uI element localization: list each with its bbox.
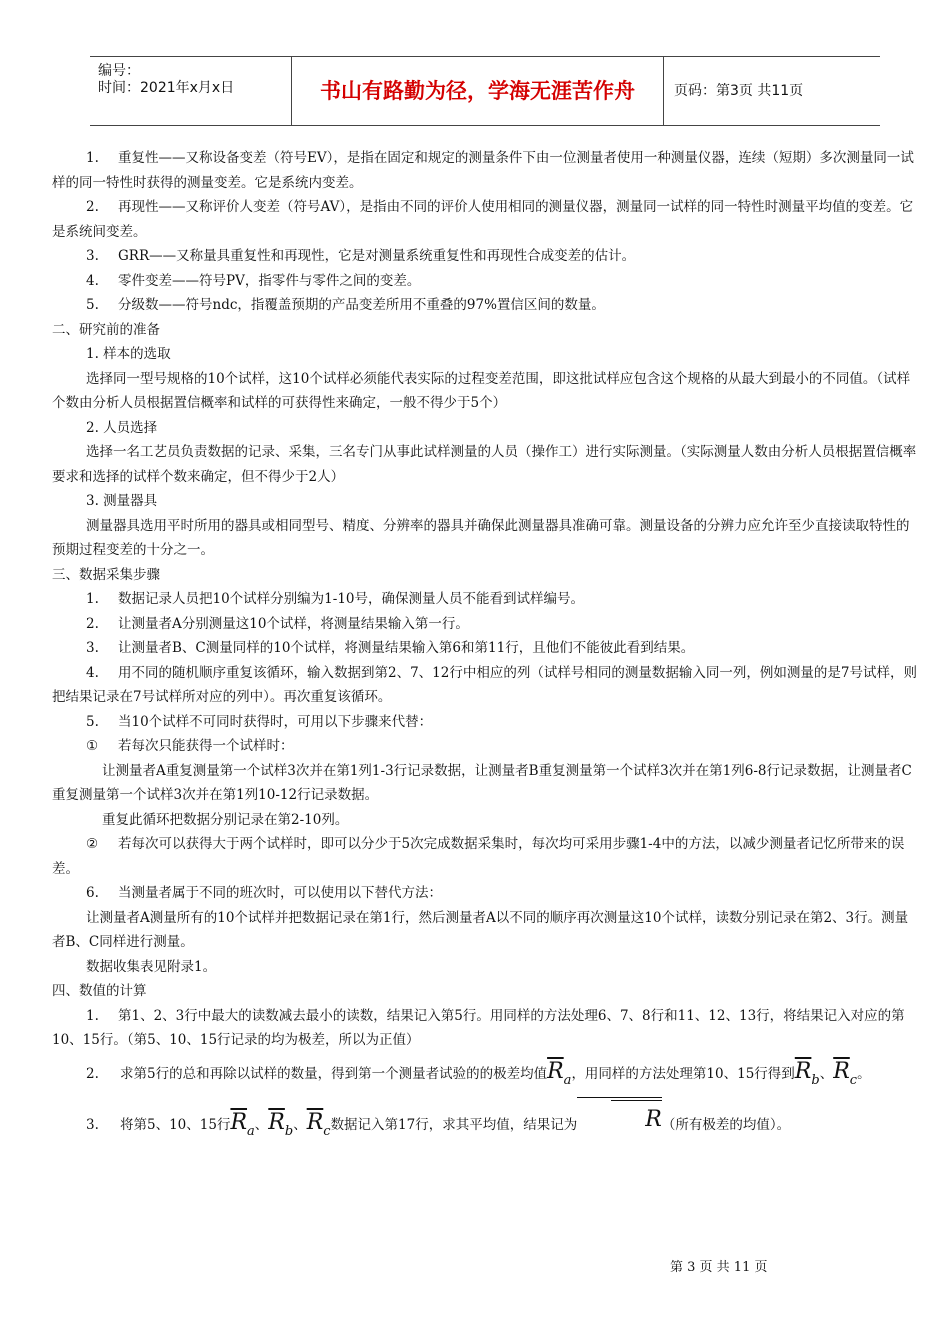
r-bar-a-symbol: $\overline{R}a$ [547, 1058, 572, 1088]
header-page-info: 页码：第3页 共11页 [674, 83, 804, 99]
step-5: 5. 当10个试样不可同时获得时，可用以下步骤来代替： [86, 713, 433, 730]
paragraph-sample-selection: 选择同一型号规格的10个试样，这10个试样必须能代表实际的过程变差范围，即这批试样应包含这个规格的从最大到最小的不同值。（试样个数由分析人员根据置信概率和试样的可获得性来确定，一般不得少于5个） [52, 370, 911, 411]
paragraph-personnel: 选择一名工艺员负责数据的记录、采集，三名专门从事此试样测量的人员（操作工）进行实际测量。（实际测量人数由分析人员根据置信概率要求和选择的试样个数来确定，但不得少于2人） [52, 444, 917, 485]
page-footer: 第 3 页 共 11 页 [670, 1260, 768, 1275]
definition-repeatability: 1. 重复性——又称设备变差（符号EV），是指在固定和规定的测量条件下由一位测量者使用一种测量仪器，连续（短期）多次测量同一试样的同一特性时获得的测量变差。它是系统内变差。 [52, 150, 914, 191]
header-motto: 书山有路勤为径，学海无涯苦作舟 [292, 57, 664, 125]
calc-step-1: 1. 第1、2、3行中最大的读数减去最小的读数，结果记入第5行。用同样的方法处理6、7、8行和11、12、13行，将结果记入对应的第10、15行。（第5、10、15行记录的均为极差，所以为正值） [52, 1007, 905, 1048]
page-header [90, 56, 880, 126]
step-5-option-1: ① 若每次只能获得一个试样时： [86, 738, 294, 754]
subheading-instrument: 3. 测量器具 [86, 493, 158, 509]
r-bar-b-symbol: $\overline{R}b$ [268, 1109, 294, 1139]
definition-reproducibility: 2. 再现性——又称评价人变差（符号AV），是指由不同的评价人使用相同的测量仪器，测量同一试样的同一特性时测量平均值的变差。它是系统间变差。 [52, 199, 914, 240]
section-heading-calculation: 四、数值的计算 [52, 983, 147, 999]
step-6: 6. 当测量者属于不同的班次时，可以使用以下替代方法： [86, 885, 442, 901]
step-5-option-2: ② 若每次可以获得大于两个试样时，即可以分少于5次完成数据采集时，每次均可采用步骤1-4中的方法，以减少测量者记忆所带来的误差。 [52, 836, 905, 877]
paragraph-instrument: 测量器具选用平时所用的器具或相同型号、精度、分辨率的器具并确保此测量器具准确可靠。测量设备的分辨力应允许至少直接读取特性的预期过程变差的十分之一。 [52, 517, 910, 558]
calc-step-2: 2. 求第5行的总和再除以试样的数量，得到第一个测量者试验的的极差均值$\overline{R}a$，用同样的方法处理第10、15行得到$\overline{R}b$、$\overline{R}c$。 [86, 1058, 871, 1088]
r-bar-a-symbol: $\overline{R}a$ [230, 1109, 255, 1139]
r-bar-b-symbol: $\overline{R}b$ [794, 1058, 820, 1088]
definition-part-variation: 4. 零件变差——符号PV，指零件与零件之间的变差。 [86, 272, 421, 289]
header-meta [90, 57, 292, 125]
r-double-bar-symbol: R [577, 1097, 662, 1139]
step-5-option-1-body: 让测量者A重复测量第一个试样3次并在第1列1-3行记录数据，让测量者B重复测量第一个试样3次并在第1列6-8行记录数据，让测量者C重复测量第一个试样3次并在第1列10-12行记录数据。 [52, 762, 912, 803]
calc-step-3: 3. 将第5、10、15行$\overline{R}a$、$\overline{R}b$、$\overline{R}c$数据记入第17行，求其平均值，结果记为 R（所有极差的均值）。 [52, 1100, 918, 1151]
number-label: 编号： [98, 63, 140, 79]
step-6-body: 让测量者A测量所有的10个试样并把数据记录在第1行，然后测量者A以不同的顺序再次测量这10个试样，读数分别记录在第2、3行。测量者B、C同样进行测量。 [52, 909, 909, 950]
step-2: 2. 让测量者A分别测量这10个试样，将测量结果输入第一行。 [86, 615, 469, 632]
step-5-option-1-loop: 重复此循环把数据分别记录在第2-10列。 [102, 811, 349, 828]
time-label: 时间：2021年x月x日 [98, 80, 235, 96]
section-heading-data-collection: 三、数据采集步骤 [52, 566, 160, 583]
appendix-note: 数据收集表见附录1。 [86, 958, 217, 975]
definition-grr: 3. GRR——又称量具重复性和再现性，它是对测量系统重复性和再现性合成变差的估计。 [86, 248, 636, 264]
r-bar-c-symbol: $\overline{R}c$ [833, 1058, 858, 1088]
subheading-personnel: 2. 人员选择 [86, 419, 158, 436]
step-1: 1. 数据记录人员把10个试样分别编为1-10号，确保测量人员不能看到试样编号。 [86, 591, 585, 607]
step-3: 3. 让测量者B、C测量同样的10个试样，将测量结果输入第6和第11行，且他们不能彼此看到结果。 [86, 640, 695, 656]
definition-ndc: 5. 分级数——符号ndc，指覆盖预期的产品变差所用不重叠的97%置信区间的数量。 [86, 297, 605, 313]
step-4: 4. 用不同的随机顺序重复该循环，输入数据到第2、7、12行中相应的列（试样号相同的测量数据输入同一列，例如测量的是7号试样，则把结果记录在7号试样所对应的列中）。再次重复该循环。 [52, 664, 917, 705]
r-bar-c-symbol: $\overline{R}c$ [306, 1109, 331, 1139]
section-heading-preparation: 二、研究前的准备 [52, 321, 160, 338]
document-body [52, 146, 918, 1151]
subheading-sample-selection: 1. 样本的选取 [86, 346, 171, 362]
